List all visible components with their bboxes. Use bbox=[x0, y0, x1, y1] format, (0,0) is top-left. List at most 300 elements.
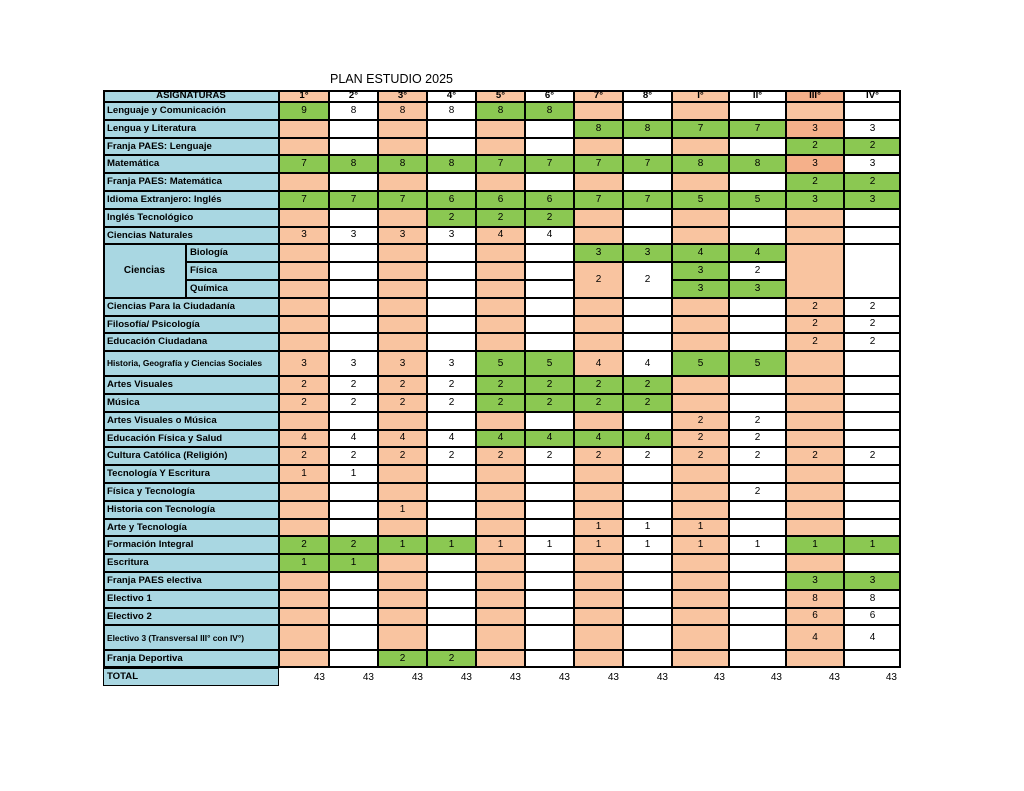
plan-cell bbox=[623, 465, 672, 483]
total-value: 43 bbox=[313, 672, 325, 684]
plan-cell bbox=[844, 501, 901, 519]
plan-cell bbox=[844, 465, 901, 483]
plan-cell bbox=[672, 316, 729, 334]
plan-cell: 2 bbox=[476, 394, 525, 412]
plan-cell: 1 bbox=[729, 536, 786, 554]
plan-cell: 4 bbox=[476, 227, 525, 245]
plan-cell bbox=[279, 280, 329, 298]
plan-cell bbox=[786, 430, 844, 448]
total-value: 43 bbox=[828, 672, 840, 684]
plan-cell bbox=[672, 298, 729, 316]
plan-cell: 1 bbox=[427, 536, 476, 554]
subject-label: Educación Física y Salud bbox=[103, 430, 279, 448]
plan-cell: 1 bbox=[672, 536, 729, 554]
plan-cell: 3 bbox=[279, 227, 329, 245]
plan-cell bbox=[729, 501, 786, 519]
plan-cell: 5 bbox=[729, 351, 786, 376]
plan-cell bbox=[378, 333, 427, 351]
plan-cell bbox=[279, 590, 329, 608]
plan-cell bbox=[672, 608, 729, 626]
plan-cell bbox=[525, 244, 574, 262]
total-value: 43 bbox=[713, 672, 725, 684]
plan-cell bbox=[378, 554, 427, 572]
plan-cell bbox=[786, 227, 844, 245]
plan-cell bbox=[279, 244, 329, 262]
plan-cell bbox=[729, 650, 786, 668]
plan-cell: 3 bbox=[378, 351, 427, 376]
plan-cell: 7 bbox=[378, 191, 427, 209]
plan-cell: 2 bbox=[623, 447, 672, 465]
plan-cell: 5 bbox=[672, 351, 729, 376]
plan-cell: 2 bbox=[672, 447, 729, 465]
plan-cell: 2 bbox=[279, 376, 329, 394]
plan-cell: 6 bbox=[476, 191, 525, 209]
plan-cell: 4 bbox=[279, 430, 329, 448]
plan-cell: 2 bbox=[378, 447, 427, 465]
plan-cell bbox=[574, 608, 623, 626]
plan-cell: 2 bbox=[427, 376, 476, 394]
plan-cell bbox=[378, 316, 427, 334]
plan-cell: 2 bbox=[623, 394, 672, 412]
plan-cell bbox=[476, 519, 525, 537]
plan-cell bbox=[623, 412, 672, 430]
plan-cell bbox=[427, 138, 476, 156]
plan-cell bbox=[623, 102, 672, 120]
plan-cell bbox=[623, 227, 672, 245]
total-value: 43 bbox=[656, 672, 668, 684]
plan-cell: 2 bbox=[378, 394, 427, 412]
plan-cell: 2 bbox=[729, 447, 786, 465]
plan-cell: 8 bbox=[427, 155, 476, 173]
plan-cell bbox=[476, 333, 525, 351]
plan-cell: 1 bbox=[279, 554, 329, 572]
plan-cell: 3 bbox=[729, 280, 786, 298]
plan-cell bbox=[574, 102, 623, 120]
plan-cell bbox=[786, 394, 844, 412]
plan-cell bbox=[525, 333, 574, 351]
plan-cell: 2 bbox=[476, 209, 525, 227]
plan-cell bbox=[729, 465, 786, 483]
plan-cell bbox=[672, 333, 729, 351]
plan-cell bbox=[427, 572, 476, 590]
plan-cell: 2 bbox=[476, 447, 525, 465]
plan-cell bbox=[378, 209, 427, 227]
plan-cell: 1 bbox=[574, 519, 623, 537]
total-value: 43 bbox=[362, 672, 374, 684]
plan-cell bbox=[729, 394, 786, 412]
header-level: 6° bbox=[525, 90, 574, 102]
plan-cell bbox=[378, 608, 427, 626]
plan-cell bbox=[844, 227, 901, 245]
plan-cell: 2 bbox=[786, 173, 844, 191]
plan-cell: 1 bbox=[623, 519, 672, 537]
plan-cell: 2 bbox=[279, 447, 329, 465]
header-level: 3° bbox=[378, 90, 427, 102]
plan-cell bbox=[329, 519, 378, 537]
plan-cell bbox=[786, 209, 844, 227]
plan-cell bbox=[279, 262, 329, 280]
plan-cell: 5 bbox=[525, 351, 574, 376]
plan-cell: 1 bbox=[279, 465, 329, 483]
plan-cell bbox=[672, 102, 729, 120]
subject-label: Artes Visuales bbox=[103, 376, 279, 394]
plan-cell bbox=[279, 625, 329, 650]
plan-cell bbox=[279, 572, 329, 590]
plan-cell bbox=[729, 590, 786, 608]
plan-cell bbox=[844, 483, 901, 501]
plan-cell bbox=[427, 608, 476, 626]
plan-cell: 2 bbox=[279, 536, 329, 554]
plan-cell: 5 bbox=[672, 191, 729, 209]
plan-cell bbox=[427, 483, 476, 501]
plan-cell: 2 bbox=[729, 430, 786, 448]
plan-cell bbox=[329, 316, 378, 334]
plan-cell bbox=[844, 394, 901, 412]
subject-label: Física y Tecnología bbox=[103, 483, 279, 501]
plan-cell bbox=[623, 501, 672, 519]
total-label: TOTAL bbox=[103, 668, 279, 686]
plan-cell bbox=[525, 483, 574, 501]
ciencias-sub-label: Física bbox=[186, 262, 279, 280]
ciencias-sub-label: Química bbox=[186, 280, 279, 298]
plan-cell bbox=[786, 376, 844, 394]
plan-cell bbox=[329, 280, 378, 298]
header-level: I° bbox=[672, 90, 729, 102]
total-value: 43 bbox=[607, 672, 619, 684]
plan-cell: 3 bbox=[623, 244, 672, 262]
subject-label: Artes Visuales o Música bbox=[103, 412, 279, 430]
plan-cell: 4 bbox=[844, 625, 901, 650]
plan-cell: 2 bbox=[525, 447, 574, 465]
plan-cell: 7 bbox=[574, 191, 623, 209]
subject-label: Cultura Católica (Religión) bbox=[103, 447, 279, 465]
plan-cell-merged bbox=[844, 244, 901, 297]
plan-cell bbox=[378, 138, 427, 156]
plan-cell bbox=[672, 650, 729, 668]
plan-cell bbox=[378, 412, 427, 430]
plan-cell: 8 bbox=[729, 155, 786, 173]
header-level: 4° bbox=[427, 90, 476, 102]
plan-cell: 2 bbox=[729, 262, 786, 280]
plan-cell bbox=[525, 298, 574, 316]
plan-cell bbox=[476, 173, 525, 191]
plan-cell bbox=[623, 572, 672, 590]
plan-cell bbox=[427, 519, 476, 537]
header-level: IV° bbox=[844, 90, 901, 102]
plan-cell bbox=[844, 351, 901, 376]
plan-cell bbox=[729, 138, 786, 156]
header-level: 7° bbox=[574, 90, 623, 102]
plan-cell bbox=[574, 483, 623, 501]
plan-cell bbox=[844, 376, 901, 394]
plan-cell: 4 bbox=[525, 430, 574, 448]
plan-cell bbox=[729, 519, 786, 537]
plan-cell: 4 bbox=[378, 430, 427, 448]
plan-cell bbox=[729, 298, 786, 316]
plan-cell bbox=[525, 501, 574, 519]
plan-cell bbox=[476, 625, 525, 650]
plan-cell bbox=[427, 412, 476, 430]
plan-cell: 7 bbox=[623, 155, 672, 173]
plan-cell bbox=[525, 316, 574, 334]
plan-cell: 7 bbox=[623, 191, 672, 209]
plan-cell bbox=[623, 590, 672, 608]
plan-cell bbox=[329, 173, 378, 191]
plan-cell bbox=[329, 209, 378, 227]
plan-cell bbox=[378, 465, 427, 483]
plan-cell bbox=[329, 625, 378, 650]
plan-cell: 3 bbox=[786, 120, 844, 138]
plan-cell bbox=[574, 650, 623, 668]
plan-cell bbox=[623, 608, 672, 626]
plan-cell: 8 bbox=[672, 155, 729, 173]
subject-label: Educación Ciudadana bbox=[103, 333, 279, 351]
plan-cell bbox=[476, 501, 525, 519]
plan-cell bbox=[329, 501, 378, 519]
plan-cell bbox=[729, 376, 786, 394]
plan-cell bbox=[525, 554, 574, 572]
plan-cell bbox=[844, 102, 901, 120]
plan-cell bbox=[574, 316, 623, 334]
plan-cell bbox=[427, 262, 476, 280]
plan-cell bbox=[574, 333, 623, 351]
plan-cell bbox=[574, 625, 623, 650]
plan-cell: 3 bbox=[672, 262, 729, 280]
plan-cell: 8 bbox=[378, 155, 427, 173]
plan-cell: 4 bbox=[574, 351, 623, 376]
subject-label: Franja PAES: Matemática bbox=[103, 173, 279, 191]
plan-cell: 6 bbox=[844, 608, 901, 626]
plan-cell bbox=[786, 412, 844, 430]
plan-cell bbox=[525, 650, 574, 668]
plan-cell: 4 bbox=[623, 430, 672, 448]
plan-cell bbox=[427, 590, 476, 608]
plan-cell bbox=[279, 412, 329, 430]
plan-cell bbox=[525, 608, 574, 626]
plan-cell bbox=[279, 333, 329, 351]
subject-label: Electivo 3 (Transversal III° con IV°) bbox=[103, 625, 279, 650]
plan-cell: 7 bbox=[279, 155, 329, 173]
plan-cell bbox=[427, 333, 476, 351]
plan-cell bbox=[672, 625, 729, 650]
plan-cell bbox=[729, 608, 786, 626]
plan-cell: 3 bbox=[786, 155, 844, 173]
plan-cell bbox=[525, 173, 574, 191]
plan-cell bbox=[476, 554, 525, 572]
plan-cell bbox=[623, 333, 672, 351]
subject-label: Matemática bbox=[103, 155, 279, 173]
plan-cell: 3 bbox=[844, 120, 901, 138]
plan-cell bbox=[427, 280, 476, 298]
plan-cell bbox=[672, 572, 729, 590]
plan-cell bbox=[329, 120, 378, 138]
subject-label: Escritura bbox=[103, 554, 279, 572]
plan-cell bbox=[574, 227, 623, 245]
plan-cell: 2 bbox=[786, 333, 844, 351]
plan-cell bbox=[729, 102, 786, 120]
plan-cell bbox=[427, 625, 476, 650]
plan-cell bbox=[729, 625, 786, 650]
total-value: 43 bbox=[411, 672, 423, 684]
plan-cell: 2 bbox=[427, 447, 476, 465]
plan-cell: 8 bbox=[427, 102, 476, 120]
subject-label: Historia, Geografía y Ciencias Sociales bbox=[103, 351, 279, 376]
plan-cell: 8 bbox=[525, 102, 574, 120]
plan-cell bbox=[623, 650, 672, 668]
plan-cell bbox=[525, 280, 574, 298]
header-level: III° bbox=[786, 90, 844, 102]
plan-cell: 3 bbox=[378, 227, 427, 245]
plan-cell bbox=[279, 173, 329, 191]
plan-cell bbox=[525, 120, 574, 138]
header-level: 8° bbox=[623, 90, 672, 102]
plan-cell: 2 bbox=[844, 333, 901, 351]
plan-cell: 9 bbox=[279, 102, 329, 120]
plan-cell bbox=[476, 316, 525, 334]
plan-cell: 4 bbox=[476, 430, 525, 448]
plan-cell bbox=[476, 298, 525, 316]
plan-cell bbox=[729, 316, 786, 334]
plan-cell bbox=[574, 138, 623, 156]
plan-cell: 2 bbox=[844, 298, 901, 316]
plan-cell bbox=[378, 173, 427, 191]
total-value: 43 bbox=[885, 672, 897, 684]
plan-cell bbox=[844, 412, 901, 430]
plan-cell: 2 bbox=[672, 430, 729, 448]
plan-cell bbox=[378, 298, 427, 316]
plan-cell: 1 bbox=[623, 536, 672, 554]
plan-cell bbox=[279, 209, 329, 227]
plan-cell: 2 bbox=[329, 394, 378, 412]
plan-cell: 7 bbox=[729, 120, 786, 138]
plan-cell: 6 bbox=[427, 191, 476, 209]
subject-label: Franja PAES: Lenguaje bbox=[103, 138, 279, 156]
plan-cell bbox=[329, 590, 378, 608]
plan-cell-merged bbox=[786, 244, 844, 297]
plan-cell bbox=[279, 608, 329, 626]
plan-cell: 2 bbox=[378, 650, 427, 668]
plan-cell bbox=[786, 501, 844, 519]
total-value: 43 bbox=[509, 672, 521, 684]
plan-cell bbox=[574, 209, 623, 227]
plan-cell: 8 bbox=[329, 155, 378, 173]
plan-cell: 2 bbox=[672, 412, 729, 430]
plan-cell bbox=[378, 244, 427, 262]
plan-cell bbox=[427, 554, 476, 572]
total-value: 43 bbox=[558, 672, 570, 684]
plan-cell bbox=[574, 412, 623, 430]
plan-cell: 2 bbox=[729, 412, 786, 430]
plan-cell bbox=[279, 138, 329, 156]
subject-label: Arte y Tecnología bbox=[103, 519, 279, 537]
plan-cell: 1 bbox=[329, 554, 378, 572]
plan-cell: 8 bbox=[378, 102, 427, 120]
plan-cell: 3 bbox=[279, 351, 329, 376]
plan-cell: 2 bbox=[786, 298, 844, 316]
plan-cell: 3 bbox=[786, 572, 844, 590]
plan-cell bbox=[729, 227, 786, 245]
plan-cell bbox=[574, 465, 623, 483]
ciencias-sub-label: Biología bbox=[186, 244, 279, 262]
total-value: 43 bbox=[460, 672, 472, 684]
plan-cell: 4 bbox=[623, 351, 672, 376]
header-level: II° bbox=[729, 90, 786, 102]
plan-cell: 2 bbox=[729, 483, 786, 501]
plan-cell bbox=[525, 625, 574, 650]
plan-cell bbox=[574, 501, 623, 519]
plan-cell bbox=[525, 465, 574, 483]
plan-cell bbox=[786, 102, 844, 120]
plan-cell: 1 bbox=[525, 536, 574, 554]
plan-cell bbox=[427, 173, 476, 191]
plan-cell bbox=[844, 650, 901, 668]
plan-cell: 8 bbox=[844, 590, 901, 608]
plan-cell bbox=[623, 483, 672, 501]
plan-cell bbox=[476, 590, 525, 608]
subject-label: Idioma Extranjero: Inglés bbox=[103, 191, 279, 209]
plan-cell bbox=[844, 209, 901, 227]
plan-cell: 2 bbox=[329, 536, 378, 554]
plan-cell: 3 bbox=[427, 351, 476, 376]
plan-cell bbox=[476, 572, 525, 590]
plan-cell bbox=[279, 316, 329, 334]
plan-cell bbox=[427, 244, 476, 262]
plan-cell: 3 bbox=[844, 155, 901, 173]
plan-cell bbox=[378, 590, 427, 608]
plan-cell bbox=[623, 554, 672, 572]
subject-label: Franja PAES electiva bbox=[103, 572, 279, 590]
plan-cell bbox=[623, 625, 672, 650]
plan-cell: 5 bbox=[476, 351, 525, 376]
plan-cell bbox=[525, 412, 574, 430]
plan-cell bbox=[623, 138, 672, 156]
plan-cell bbox=[623, 209, 672, 227]
plan-cell: 8 bbox=[329, 102, 378, 120]
plan-cell: 2 bbox=[427, 209, 476, 227]
plan-cell: 7 bbox=[476, 155, 525, 173]
subject-label: Lenguaje y Comunicación bbox=[103, 102, 279, 120]
plan-cell bbox=[672, 465, 729, 483]
header-level: 1° bbox=[279, 90, 329, 102]
subject-label: Formación Integral bbox=[103, 536, 279, 554]
subject-label: Inglés Tecnológico bbox=[103, 209, 279, 227]
header-level: 5° bbox=[476, 90, 525, 102]
plan-cell: 1 bbox=[378, 501, 427, 519]
plan-cell bbox=[729, 209, 786, 227]
plan-cell: 3 bbox=[844, 572, 901, 590]
plan-cell bbox=[574, 590, 623, 608]
plan-cell bbox=[329, 412, 378, 430]
plan-cell: 3 bbox=[329, 227, 378, 245]
plan-cell bbox=[279, 120, 329, 138]
plan-cell: 1 bbox=[672, 519, 729, 537]
plan-cell: 2 bbox=[525, 209, 574, 227]
plan-cell bbox=[378, 572, 427, 590]
plan-cell bbox=[525, 572, 574, 590]
subject-label: Ciencias Naturales bbox=[103, 227, 279, 245]
plan-cell bbox=[574, 572, 623, 590]
plan-cell bbox=[844, 554, 901, 572]
plan-cell bbox=[476, 244, 525, 262]
plan-cell bbox=[279, 298, 329, 316]
plan-cell: 2 bbox=[329, 376, 378, 394]
plan-cell bbox=[672, 554, 729, 572]
plan-cell bbox=[279, 650, 329, 668]
plan-cell: 8 bbox=[476, 102, 525, 120]
plan-cell: 1 bbox=[574, 536, 623, 554]
plan-cell: 4 bbox=[729, 244, 786, 262]
plan-cell bbox=[329, 138, 378, 156]
